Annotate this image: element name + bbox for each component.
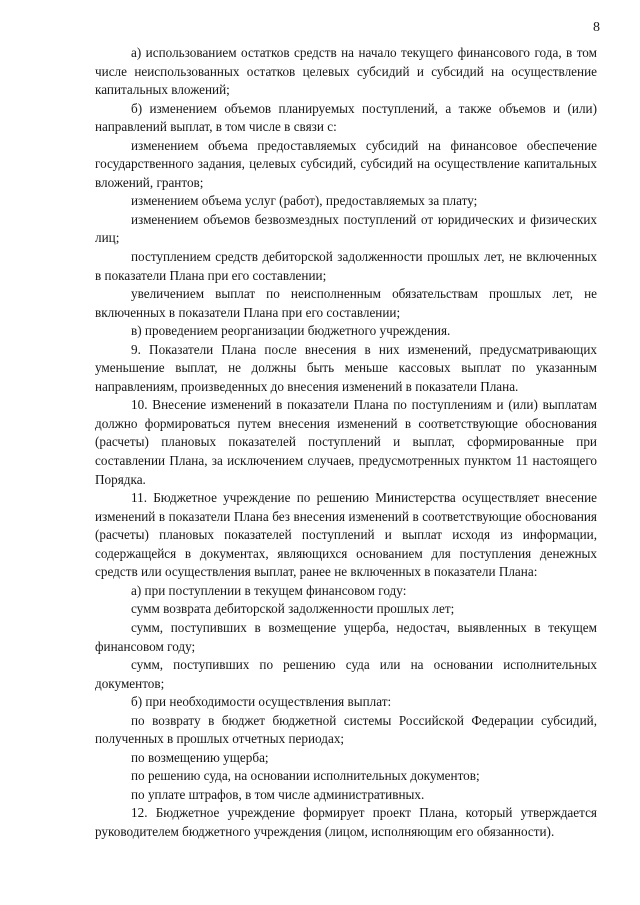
paragraph-court-receipts: сумм, поступивших по решению суда или на основании исполнительных документов; [95,657,597,691]
paragraph-damage-compensation: по возмещению ущерба; [131,749,269,765]
paragraph-10: 10. Внесение изменений в показатели Плана по поступлениям и (или) выплатам должно формироваться путем внесения изменений в соответствующие обоснования (расчеты) плановых показателей поступлений и выплат, сформированные при составлении Плана, за исключением случаев, предусмотренных пунктом 11 настоящего Порядка. [95,397,597,487]
paragraph-b-payments: б) при необходимости осуществления выплат: [131,694,392,710]
paragraph-b-changes: б) изменением объемов планируемых поступлений, а также объемов и (или) направлений выплат, в том числе в связи с: [95,100,597,135]
paragraph-a-remainders: а) использованием остатков средств на начало текущего финансового года, в том числе неиспользованных остатков целевых субсидий и субсидий на осуществление капитальных вложений; [95,45,597,98]
paragraph-subsidies-change: изменением объема предоставляемых субсидий на финансовое обеспечение государственного задания, целевых субсидий, субсидий на осуществление капитальных вложений, грантов; [95,137,597,190]
paragraph-12: 12. Бюджетное учреждение формирует проект Плана, который утверждается руководителем бюджетного учреждения (лицом, исполняющим его обязанности). [95,805,597,839]
paragraph-receivables-return: сумм возврата дебиторской задолженности прошлых лет; [131,601,455,617]
paragraph-court-decision: по решению суда, на основании исполнительных документов; [131,768,480,784]
paragraph-fines: по уплате штрафов, в том числе административных. [131,786,425,802]
paragraph-9: 9. Показатели Плана после внесения в них изменений, предусматривающих уменьшение выплат, не должны быть меньше кассовых выплат по указанным направлениям, произведенных до внесения изменений в показатели Плана. [95,341,597,394]
paragraph-donations: изменением объемов безвозмездных поступлений от юридических и физических лиц; [95,211,597,246]
paragraph-11: 11. Бюджетное учреждение по решению Министерства осуществляет внесение изменений в показатели Плана без внесения изменений в соответствующие обоснования (расчеты) плановых показателей поступлений и выплат исходя из информации, содержащейся в документах, являющихся основанием для поступления денежных средств или осуществления выплат, ранее не включенных в показатели Плана: [95,490,597,580]
paragraph-subsidy-return: по возврату в бюджет бюджетной системы Российской Федерации субсидий, полученных в прошлых отчетных периодах; [95,712,597,747]
paragraph-paid-services: изменением объема услуг (работ), предоставляемых за плату; [131,193,478,209]
document-body [95,44,597,842]
paragraph-damages: сумм, поступивших в возмещение ущерба, недостач, выявленных в текущем финансовом году; [95,619,597,654]
paragraph-receivables: поступлением средств дебиторской задолженности прошлых лет, не включенных в показатели Плана при его составлении; [95,249,597,283]
page-number: 8 [593,20,600,35]
paragraph-v-reorganization: в) проведением реорганизации бюджетного учреждения. [131,323,451,339]
paragraph-unfulfilled-obligations: увеличением выплат по неисполненным обязательствам прошлых лет, не включенных в показатели Плана при его составлении; [95,286,597,320]
paragraph-a-receipts: а) при поступлении в текущем финансовом году: [131,582,407,598]
